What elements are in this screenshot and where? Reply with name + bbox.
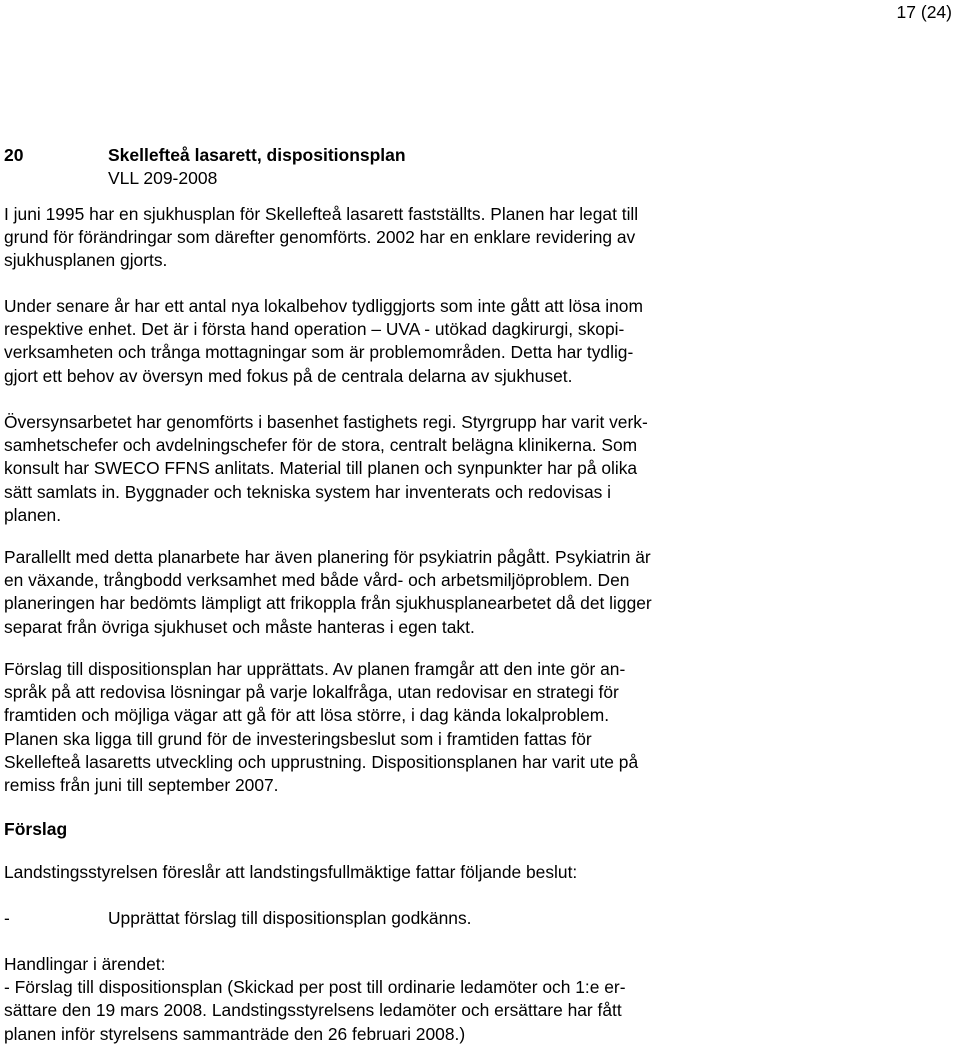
paragraph-review (4, 411, 744, 527)
paragraph-needs (4, 295, 744, 388)
text-line: planen. (4, 504, 62, 525)
proposal-bullet (4, 908, 904, 932)
bullet-dash: - (4, 908, 10, 928)
text-line: språk på att redovisa lösningar på varje lokalfråga, utan redovisar en strategi för (4, 682, 619, 703)
text-line: sjukhusplanen gjorts. (4, 250, 168, 271)
text-line: verksamheten och trånga mottagningar som är problemområden. Detta har tydlig- (4, 342, 634, 363)
proposal-title: Förslag (4, 819, 68, 839)
page-number: 17 (24) (896, 2, 952, 22)
text-line: Under senare år har ett antal nya lokalbehov tydliggjorts som inte gått att lösa inom (4, 296, 643, 316)
text-line: grund för förändringar som därefter genomförts. 2002 har en enklare revidering av (4, 227, 636, 248)
text-line: gjort ett behov av översyn med fokus på de centrala delarna av sjukhuset. (4, 365, 573, 386)
text-line: - Förslag till dispositionsplan (Skickad per post till ordinarie ledamöter och 1:e er- (4, 977, 626, 998)
text-line: remiss från juni till september 2007. (4, 774, 279, 795)
text-line: sättare den 19 mars 2008. Landstingsstyrelsens ledamöter och ersättare har fått (4, 1000, 622, 1021)
text-line: I juni 1995 har en sjukhusplan för Skellefteå lasarett fastställts. Planen har legat till (4, 204, 639, 224)
text-line: separat från övriga sjukhuset och måste hanteras i egen takt. (4, 616, 475, 637)
documents-section (4, 953, 764, 1046)
text-line: konsult har SWECO FFNS anlitats. Material till planen och synpunkter har på olika (4, 458, 638, 479)
text-line: framtiden och möjliga vägar att gå för att lösa större, i dag kända lokalproblem. (4, 705, 610, 726)
heading-title: Skellefteå lasarett, dispositionsplan (108, 145, 406, 165)
text-line: Parallellt med detta planarbete har även planering för psykiatrin pågått. Psykiatrin är (4, 547, 651, 567)
text-line: Översynsarbetet har genomförts i basenhet fastighets regi. Styrgrupp har varit verk- (4, 412, 648, 432)
text-line: en växande, trångbodd verksamhet med både vård- och arbetsmiljöproblem. Den (4, 570, 630, 591)
paragraph-psychiatry (4, 546, 744, 639)
text-line: Skellefteå lasaretts utveckling och upprustning. Dispositionsplanen har varit ute på (4, 751, 639, 772)
paragraph-plan (4, 658, 744, 797)
text-line: planeringen har bedömts lämpligt att frikoppla från sjukhusplanearbetet då det ligger (4, 593, 652, 614)
proposal-intro: Landstingsstyrelsen föreslår att landstingsfullmäktige fattar följande beslut: (4, 862, 578, 882)
text-line: Förslag till dispositionsplan har upprättats. Av planen framgår att den inte gör an- (4, 659, 626, 679)
text-line: Planen ska ligga till grund för de investeringsbeslut som i framtiden fattas för (4, 728, 592, 749)
text-line: planen inför styrelsens sammanträde den 26 februari 2008.) (4, 1023, 466, 1044)
paragraph-background (4, 203, 744, 273)
heading-number: 20 (4, 145, 24, 165)
text-line: respektive enhet. Det är i första hand operation – UVA - utökad dagkirurgi, skopi- (4, 319, 625, 340)
documents-heading: Handlingar i ärendet: (4, 954, 166, 974)
bullet-text: Upprättat förslag till dispositionsplan godkänns. (108, 908, 472, 928)
text-line: sätt samlats in. Byggnader och tekniska system har inventerats och redovisas i (4, 481, 612, 502)
heading-reference: VLL 209-2008 (108, 168, 218, 188)
text-line: samhetschefer och avdelningschefer för de stora, centralt belägna klinikerna. Som (4, 435, 638, 456)
